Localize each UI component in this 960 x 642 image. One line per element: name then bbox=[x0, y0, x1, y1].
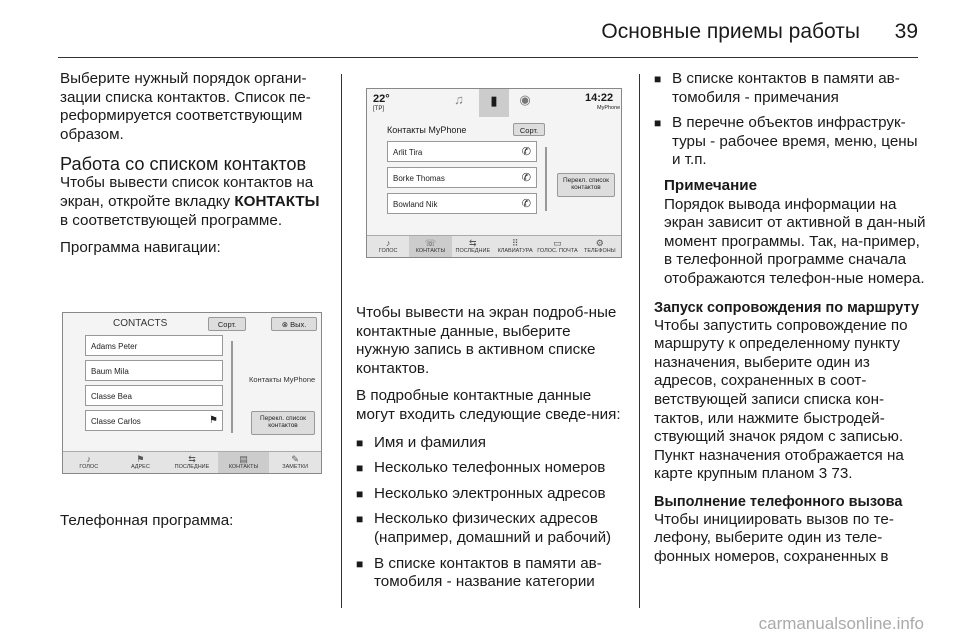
tab-voice[interactable]: ♪ ГОЛОС bbox=[378, 238, 398, 254]
scrollbar[interactable] bbox=[545, 147, 547, 211]
keypad-icon: ⠿ bbox=[511, 238, 519, 248]
phone-sort-button[interactable]: Сорт. bbox=[513, 123, 545, 136]
page-number: 39 bbox=[894, 20, 918, 43]
tab-contacts[interactable]: ☏ КОНТАКТЫ bbox=[409, 236, 451, 257]
list-item[interactable]: Baum Mila bbox=[85, 360, 223, 381]
nav-label: Программа навигации: bbox=[60, 239, 221, 257]
scrollbar[interactable] bbox=[231, 341, 233, 433]
column-divider bbox=[639, 74, 640, 608]
column-1 bbox=[60, 70, 328, 267]
section-text: Чтобы вывести список контактов на экран, откройте вкладку КОНТАКТЫ в соответствующей программе. bbox=[60, 174, 320, 229]
paragraph: В подробные контактные данные могут входить следующие сведе-ния: bbox=[356, 387, 621, 423]
list-item: ■ В перечне объектов инфраструк-туры - рабочее время, меню, цены и т.п. bbox=[654, 114, 928, 170]
tab-recent[interactable]: ⇆ ПОСЛЕДНИЕ bbox=[455, 238, 491, 254]
column-divider bbox=[341, 74, 342, 608]
tab-keypad[interactable]: ⠿ КЛАВИАТУРА bbox=[497, 238, 533, 254]
column-2 bbox=[356, 304, 624, 599]
nav-exit-button[interactable]: ⊗ Вых. bbox=[271, 317, 317, 331]
tab-voice[interactable]: ♪ ГОЛОС bbox=[79, 454, 99, 470]
phone-label: Телефонная программа: bbox=[60, 512, 234, 529]
tab-notes[interactable]: ✎ ЗАМЕТКИ bbox=[282, 454, 309, 470]
list-item[interactable]: Bowland Nik ✆ bbox=[387, 193, 537, 214]
subsection-title: Выполнение телефонного вызова bbox=[654, 493, 903, 510]
paragraph: Чтобы запустить сопровождение по маршруту к определенному пункту назначения, выберите один из адресов, сохраненных в соот-ветствующей записи списка кон-тактов, или нажмите быстродей-ствующий значок рядом с записью. Пункт назначения отображается на карте крупным планом 3 73. bbox=[654, 316, 908, 483]
contacts-icon: ☏ bbox=[424, 238, 437, 248]
nav-contacts-title: CONTACTS bbox=[113, 318, 168, 329]
list-item: ■ Несколько телефонных номеров bbox=[356, 459, 624, 478]
section-title: Работа со списком контактов bbox=[60, 154, 307, 175]
list-item: ■ Имя и фамилия bbox=[356, 434, 624, 453]
nav-switch-list-button[interactable]: Перекл. список контактов bbox=[251, 411, 315, 435]
voice-icon: ♪ bbox=[86, 454, 92, 464]
phone-screen-figure bbox=[356, 82, 622, 288]
column-3 bbox=[654, 70, 928, 576]
nav-globe-icon[interactable]: ◉ bbox=[519, 92, 531, 107]
page-title: Основные приемы работы bbox=[601, 20, 860, 43]
phone-contacts-title: Контакты MyPhone bbox=[387, 125, 467, 135]
list-item: ■ В списке контактов в памяти ав-томобиля - примечания bbox=[654, 70, 928, 107]
flag-icon: ⚑ bbox=[209, 415, 218, 426]
voicemail-icon: ▭ bbox=[553, 238, 562, 248]
nav-screen bbox=[62, 312, 322, 474]
contacts-icon: ▤ bbox=[239, 454, 248, 464]
phone-tab-bar bbox=[367, 235, 621, 257]
nav-screen-figure bbox=[60, 290, 324, 500]
page-header bbox=[58, 0, 918, 58]
intro-paragraph: Выберите нужный порядок органи-зации списка контактов. Список пе-реформируется соответствующим образом. bbox=[60, 70, 311, 143]
phone-screen bbox=[366, 88, 622, 258]
page-reference[interactable]: 3 73. bbox=[818, 465, 853, 483]
note-title: Примечание bbox=[664, 176, 758, 194]
notes-icon: ✎ bbox=[291, 454, 299, 464]
list-item[interactable]: Classe Carlos ⚑ bbox=[85, 410, 223, 431]
watermark: carmanualsonline.info bbox=[758, 614, 924, 633]
phone-switch-list-button[interactable]: Перекл. список контактов bbox=[557, 173, 615, 197]
exit-icon: ⊗ bbox=[281, 320, 291, 329]
list-item[interactable]: Arlit Tira ✆ bbox=[387, 141, 537, 162]
paragraph: Чтобы вывести на экран подроб-ные контактные данные, выберите нужную запись в активном списке контактов. bbox=[356, 304, 617, 377]
nav-sort-button[interactable]: Сорт. bbox=[208, 317, 246, 331]
list-item[interactable]: Classe Bea bbox=[85, 385, 223, 406]
list-item: ■ В списке контактов в памяти ав-томобиля - название категории bbox=[356, 555, 624, 592]
list-item: ■ Несколько электронных адресов bbox=[356, 485, 624, 504]
nav-side-label: Контакты MyPhone bbox=[249, 375, 316, 384]
tab-address[interactable]: ⚑ АДРЕС bbox=[130, 454, 150, 470]
phone-icon[interactable]: ✆ bbox=[521, 198, 531, 210]
subsection-title: Запуск сопровождения по маршруту bbox=[654, 299, 920, 316]
phone-icon[interactable]: ✆ bbox=[521, 172, 531, 184]
tab-recent[interactable]: ⇆ ПОСЛЕДНИЕ bbox=[174, 454, 210, 470]
phone-icon[interactable]: ✆ bbox=[521, 146, 531, 158]
temperature: 22° bbox=[373, 93, 390, 105]
phones-icon: ⚙ bbox=[595, 238, 604, 248]
tab-phones[interactable]: ⚙ ТЕЛЕФОНЫ bbox=[584, 238, 616, 254]
tab-contacts[interactable]: ▤ КОНТАКТЫ bbox=[218, 452, 270, 473]
phone-label-wrap bbox=[60, 512, 328, 540]
note-block bbox=[654, 177, 928, 289]
list-item[interactable]: Adams Peter bbox=[85, 335, 223, 356]
music-icon[interactable]: ♫ bbox=[454, 92, 464, 107]
clock: 14:22 bbox=[585, 92, 614, 104]
list-item: ■ Несколько физических адресов (например, домашний и рабочий) bbox=[356, 510, 624, 547]
recent-icon: ⇆ bbox=[469, 238, 477, 248]
recent-icon: ⇆ bbox=[188, 454, 196, 464]
tab-voicemail[interactable]: ▭ ГОЛОС. ПОЧТА bbox=[537, 238, 578, 254]
flag-icon: ⚑ bbox=[136, 454, 145, 464]
tp-indicator: [TP] bbox=[373, 106, 385, 112]
phone-icon[interactable]: ▮ bbox=[479, 89, 509, 117]
nav-tab-bar bbox=[63, 451, 321, 473]
device-name: MyPhone bbox=[597, 105, 621, 111]
paragraph: Чтобы инициировать вызов по те-лефону, выберите один из теле-фонных номеров, сохраненных в bbox=[654, 510, 894, 566]
list-item[interactable]: Borke Thomas ✆ bbox=[387, 167, 537, 188]
voice-icon: ♪ bbox=[385, 238, 391, 248]
note-text: Порядок вывода информации на экран зависит от активной в дан-ный момент программы. Так, на-пример, в телефонной программе сначала отображаются телефон-ные номера. bbox=[664, 195, 926, 287]
